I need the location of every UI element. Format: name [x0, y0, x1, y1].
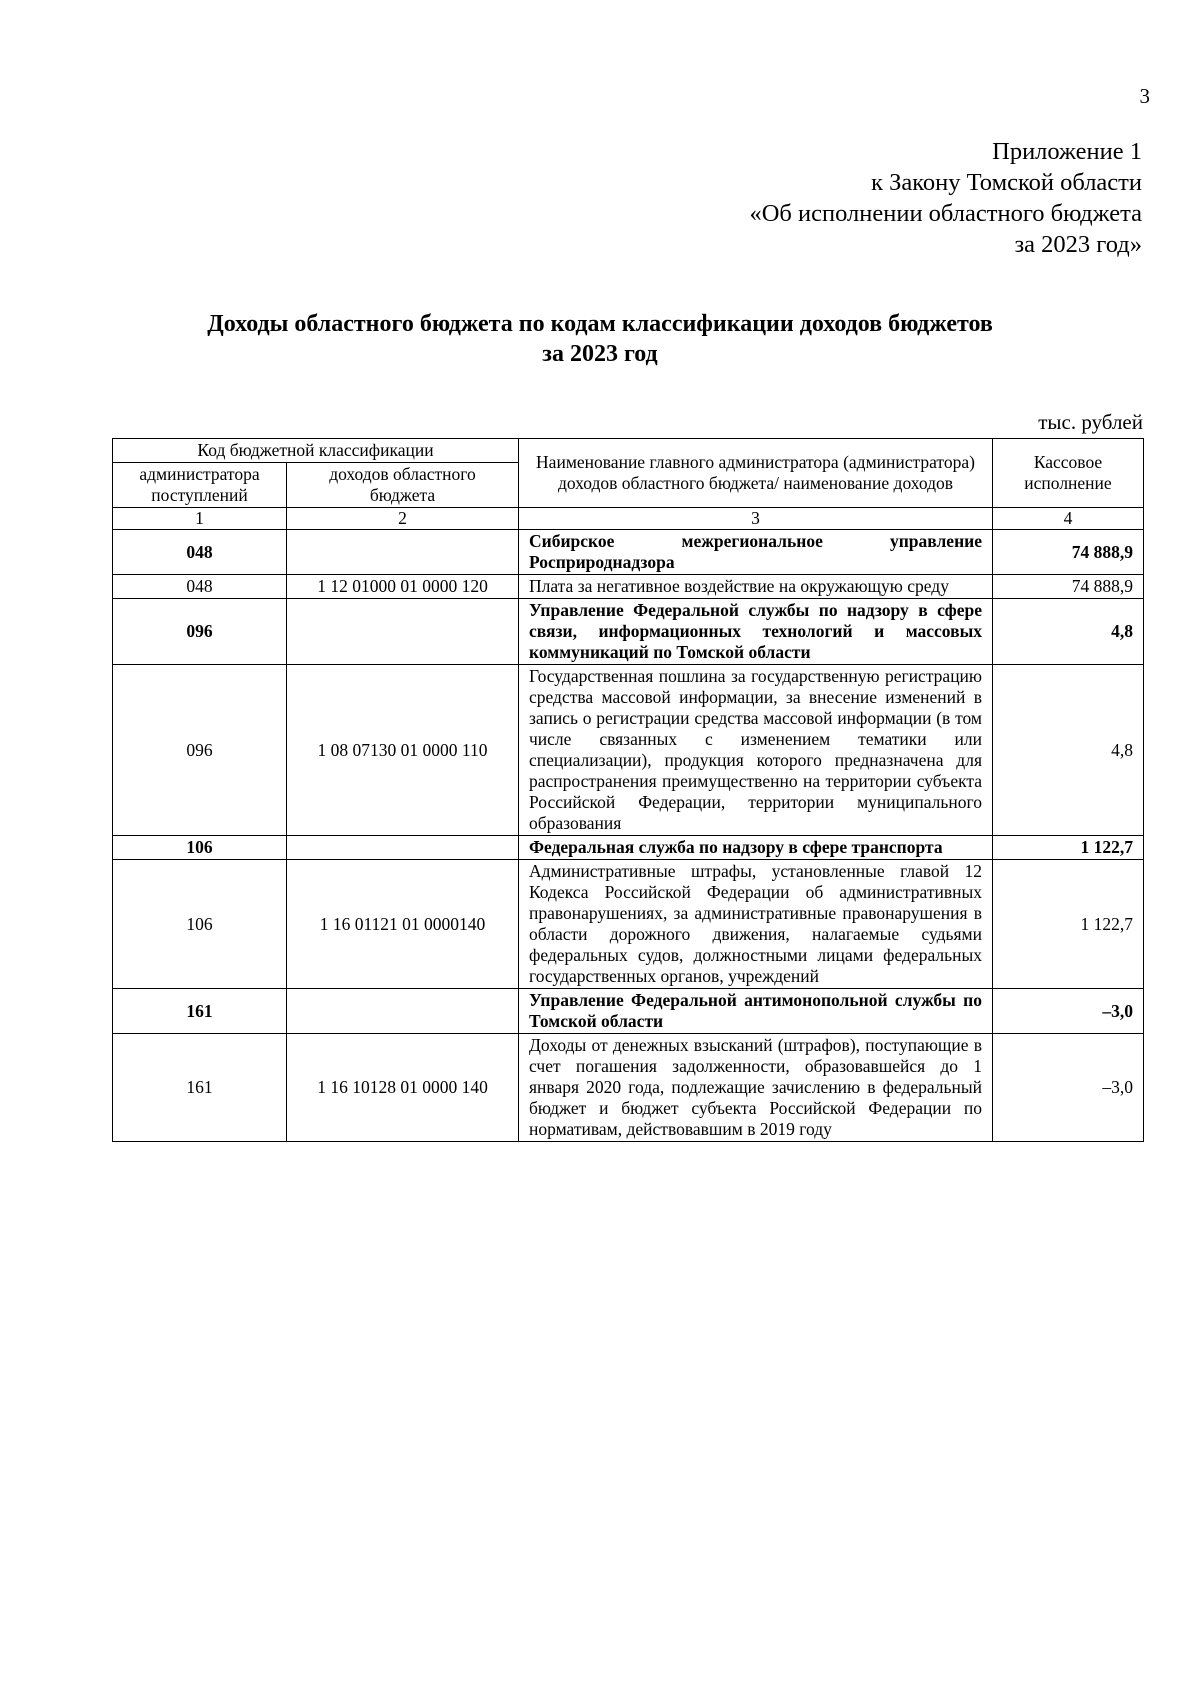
income-code-cell [287, 836, 519, 860]
column-number: 2 [287, 508, 519, 530]
admin-code-cell: 096 [113, 665, 287, 836]
appendix-line-4: за 2023 год» [1014, 231, 1142, 258]
header-row [113, 439, 1144, 463]
table-row [113, 530, 1144, 575]
income-code-cell [287, 599, 519, 665]
income-code-cell [287, 989, 519, 1034]
appendix-line-2: к Закону Томской области [871, 169, 1142, 196]
income-code-cell [287, 530, 519, 575]
amount-cell: 1 122,7 [993, 860, 1144, 989]
table-row [113, 1034, 1144, 1142]
appendix-block [600, 136, 1142, 260]
column-number-row [113, 508, 1144, 530]
admin-code-cell: 106 [113, 836, 287, 860]
page-number: 3 [1139, 84, 1150, 108]
header-code-group: Код бюджетной классификации [113, 439, 519, 463]
income-name-cell: Управление Федеральной антимонопольной службы по Томской области [519, 989, 993, 1034]
income-code-cell: 1 12 01000 01 0000 120 [287, 575, 519, 599]
amount-cell: 4,8 [993, 599, 1144, 665]
amount-cell: 4,8 [993, 665, 1144, 836]
income-name-cell: Управление Федеральной службы по надзору в сфере связи, информационных технологий и массовых коммуникаций по Томской области [519, 599, 993, 665]
income-table [112, 438, 1144, 1142]
title-line-2: за 2023 год [542, 341, 658, 367]
appendix-line-1: Приложение 1 [992, 138, 1142, 165]
admin-code-cell: 161 [113, 989, 287, 1034]
table-row [113, 665, 1144, 836]
table-row [113, 599, 1144, 665]
income-name-cell: Сибирское межрегиональное управление Росприроднадзора [519, 530, 993, 575]
amount-cell: 1 122,7 [993, 836, 1144, 860]
income-name-cell: Федеральная служба по надзору в сфере транспорта [519, 836, 993, 860]
title-line-1: Доходы областного бюджета по кодам классификации доходов бюджетов [207, 311, 993, 337]
income-name-cell: Доходы от денежных взысканий (штрафов), поступающие в счет погашения задолженности, образовавшейся до 1 января 2020 года, подлежащие зачислению в федеральный бюджет и бюджет субъекта Российской Федерации по нормативам, действовавшим в 2019 году [519, 1034, 993, 1142]
admin-code-cell: 106 [113, 860, 287, 989]
amount-cell: –3,0 [993, 989, 1144, 1034]
admin-code-cell: 096 [113, 599, 287, 665]
table-row [113, 836, 1144, 860]
column-number: 4 [993, 508, 1144, 530]
table-row [113, 989, 1144, 1034]
appendix-line-3: «Об исполнении областного бюджета [749, 200, 1142, 227]
income-name-cell: Государственная пошлина за государственную регистрацию средства массовой информации, за внесение изменений в запись о регистрации средства массовой информации (в том числе связанных с изменением тематики или специализации), продукция которого предназначена для распространения преимущественно на территории субъекта Российской Федерации, территории муниципального образования [519, 665, 993, 836]
income-name-cell: Административные штрафы, установленные главой 12 Кодекса Российской Федерации об административных правонарушениях, за административные правонарушения в области дорожного движения, налагаемые судьями федеральных судов, должностными лицами федеральных государственных органов, учреждений [519, 860, 993, 989]
column-number: 3 [519, 508, 993, 530]
admin-code-cell: 048 [113, 530, 287, 575]
amount-cell: 74 888,9 [993, 530, 1144, 575]
income-code-cell: 1 08 07130 01 0000 110 [287, 665, 519, 836]
units-label: тыс. рублей [1038, 410, 1143, 434]
document-title [100, 309, 1100, 369]
table-row [113, 860, 1144, 989]
header-admin: администратора поступлений [113, 463, 287, 508]
admin-code-cell: 161 [113, 1034, 287, 1142]
income-code-cell: 1 16 10128 01 0000 140 [287, 1034, 519, 1142]
income-code-cell: 1 16 01121 01 0000140 [287, 860, 519, 989]
column-number: 1 [113, 508, 287, 530]
header-amount: Кассовое исполнение [993, 439, 1144, 508]
income-name-cell: Плата за негативное воздействие на окружающую среду [519, 575, 993, 599]
table-row [113, 575, 1144, 599]
admin-code-cell: 048 [113, 575, 287, 599]
header-income-code: доходов областного бюджета [287, 463, 519, 508]
amount-cell: –3,0 [993, 1034, 1144, 1142]
header-name: Наименование главного администратора (администратора) доходов областного бюджета/ наименование доходов [519, 439, 993, 508]
amount-cell: 74 888,9 [993, 575, 1144, 599]
